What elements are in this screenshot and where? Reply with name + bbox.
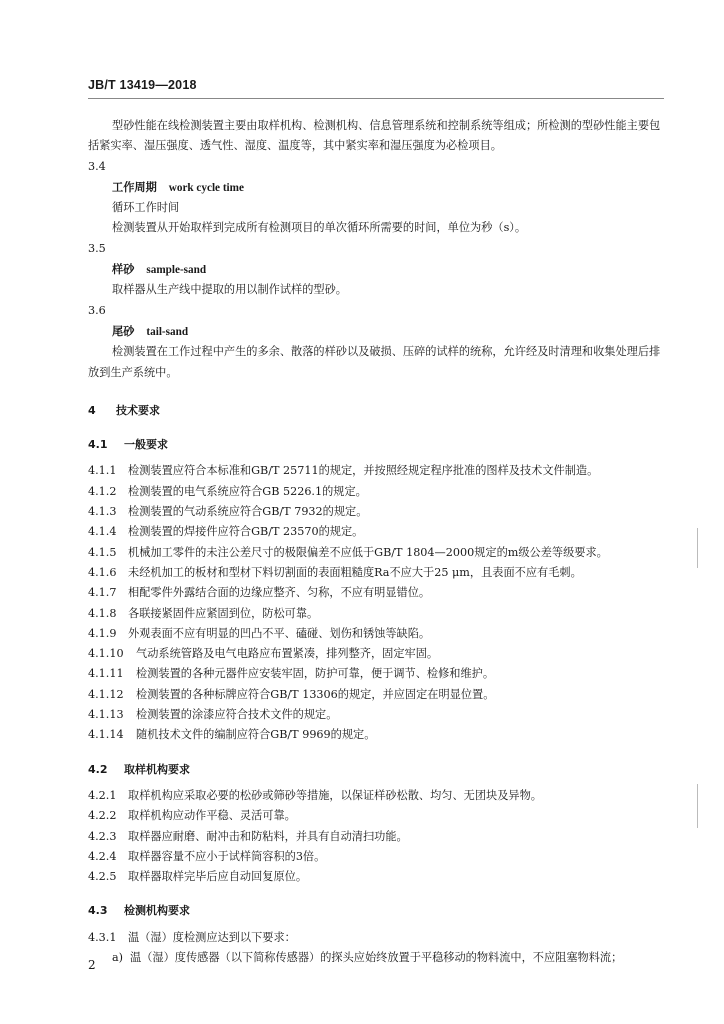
term-number: 3.6 [88,303,106,317]
clause-number: 4.1.3 [88,505,117,519]
clause-text: 未经机加工的板材和型材下料切割面的表面粗糙度Ra不应大于25 μm，且表面不应有毛刺。 [128,565,582,579]
subsection-title: 检测机构要求 [124,904,190,918]
clause-text: 相配零件外露结合面的边缘应整齐、匀称，不应有明显错位。 [128,586,431,600]
clause-item [88,867,668,887]
clause-number: 4.2.1 [88,788,117,802]
clause-text: 随机技术文件的编制应符合GB/T 9969的规定。 [136,728,376,742]
subsection-number: 4.1 [88,438,108,452]
clause-number: 4.1.9 [88,626,117,640]
subsection-number: 4.2 [88,762,108,776]
clause-text: 取样机构应动作平稳、灵活可靠。 [128,809,296,823]
clause-text: 气动系统管路及电气电路应布置紧凑，排列整齐，固定牢固。 [136,647,439,661]
clause-item [88,827,668,847]
sub-item-list [88,948,668,968]
clause-item [88,461,668,481]
clause-item [88,604,668,624]
clause-number: 4.1.5 [88,545,117,559]
clause-text: 检测装置的电气系统应符合GB 5226.1的规定。 [128,484,367,498]
clause-item [88,482,668,502]
clause-item [88,502,668,522]
page-number: 2 [88,958,96,972]
term-definition: 检测装置在工作过程中产生的多余、散落的样砂以及破损、压碎的试样的统称，允许经及时清理和收集处理后排放到生产系统中。 [88,345,661,379]
clause-item [88,685,668,705]
clause-text: 检测装置的焊接件应符合GB/T 23570的规定。 [128,525,364,539]
term-definition: 检测装置从开始取样到完成所有检测项目的单次循环所需要的时间，单位为秒（s）。 [112,221,527,235]
clause-number: 4.1.13 [88,708,124,722]
clause-item [88,522,668,542]
clause-item [88,806,668,826]
clause-item [88,563,668,583]
clause-text: 取样器取样完毕后应自动回复原位。 [128,870,308,884]
clause-number: 4.1.11 [88,667,124,681]
term-english: work cycle time [168,181,244,194]
clause-number: 4.1.12 [88,687,124,701]
clause-number: 4.1.4 [88,525,117,539]
clause-item [88,664,668,684]
term-heading [88,177,668,198]
scan-artifact-line [697,528,698,568]
clause-number: 4.3.1 [88,930,117,944]
clause-item [88,583,668,603]
clause-text: 外观表面不应有明显的凹凸不平、磕碰、划伤和锈蚀等缺陷。 [128,626,431,640]
term-chinese: 尾砂 [112,323,135,338]
clause-number: 4.1.6 [88,565,117,579]
clause-number: 4.2.5 [88,870,117,884]
term-chinese: 样砂 [112,262,135,277]
clause-number: 4.1.10 [88,647,124,661]
subsection-heading [88,901,668,921]
clause-text: 温（湿）度检测应达到以下要求： [128,930,296,944]
clause-item [88,644,668,664]
clause-number: 4.1.7 [88,586,117,600]
intro-paragraph: 型砂性能在线检测装置主要由取样机构、检测机构、信息管理系统和控制系统等组成；所检测的型砂性能主要包括紧实率、湿压强度、透气性、湿度、温度等，其中紧实率和湿压强度为必检项目。 [88,119,661,153]
scan-artifact-line [697,784,698,828]
clause-text: 检测装置的涂漆应符合技术文件的规定。 [136,708,338,722]
clause-number: 4.1.14 [88,728,124,742]
clause-item [88,705,668,725]
clause-item [88,928,668,948]
term-heading [88,259,668,280]
clause-number: 4.1.1 [88,464,117,478]
term-english: tail-sand [146,325,189,338]
term-chinese: 工作周期 [112,179,157,194]
clause-text: 各联接紧固件应紧固到位，防松可靠。 [128,606,319,620]
subsection-title: 一般要求 [124,438,168,452]
subsection-heading [88,760,668,780]
header-divider [88,98,664,99]
clause-text: 检测装置的气动系统应符合GB/T 7932的规定。 [128,505,368,519]
clause-text: 检测装置的各种标牌应符合GB/T 13306的规定，并应固定在明显位置。 [136,687,495,701]
clause-item [88,786,668,806]
clause-list-4-2 [88,786,668,887]
term-definition: 取样器从生产线中提取的用以制作试样的型砂。 [112,283,347,297]
standard-code-header: JB/T 13419—2018 [88,78,197,92]
section-title: 技术要求 [116,403,160,417]
term-heading [88,321,668,342]
clause-number: 4.2.2 [88,809,117,823]
clause-text: 取样器容量不应小于试样筒容积的3倍。 [128,849,326,863]
clause-number: 4.2.4 [88,849,117,863]
clause-text: 机械加工零件的未注公差尺寸的极限偏差不应低于GB/T 1804—2000规定的m级公差等级要求。 [128,545,608,559]
section-heading [88,401,668,421]
sub-item [88,948,668,968]
clause-number: 4.2.3 [88,829,117,843]
clause-text: 取样机构应采取必要的松砂或筛砂等措施，以保证样砂松散、均匀、无团块及异物。 [128,788,542,802]
clause-number: 4.1.2 [88,484,117,498]
subsection-title: 取样机构要求 [124,762,190,776]
term-number: 3.5 [88,241,106,255]
sub-item-text: 温（湿）度传感器（以下简称传感器）的探头应始终放置于平稳移动的物料流中，不应阻塞物料流； [130,950,623,964]
term-english: sample-sand [146,264,207,277]
clause-text: 检测装置应符合本标准和GB/T 25711的规定，并按照经规定程序批准的图样及技术文件制造。 [128,464,599,478]
term-number: 3.4 [88,159,106,173]
page-body [88,116,668,968]
clause-text: 检测装置的各种元器件应安装牢固，防护可靠，便于调节、检修和维护。 [136,667,495,681]
clause-text: 取样器应耐磨、耐冲击和防粘料，并具有自动清扫功能。 [128,829,408,843]
subsection-heading [88,435,668,455]
subsection-number: 4.3 [88,904,108,918]
term-synonym: 循环工作时间 [112,201,180,215]
clause-item [88,725,668,745]
clause-item [88,543,668,563]
clause-item [88,847,668,867]
section-number: 4 [88,403,96,417]
clause-list-4-1 [88,461,668,745]
clause-list-4-3 [88,928,668,948]
clause-number: 4.1.8 [88,606,117,620]
clause-item [88,624,668,644]
sub-item-label: a) [112,950,124,964]
